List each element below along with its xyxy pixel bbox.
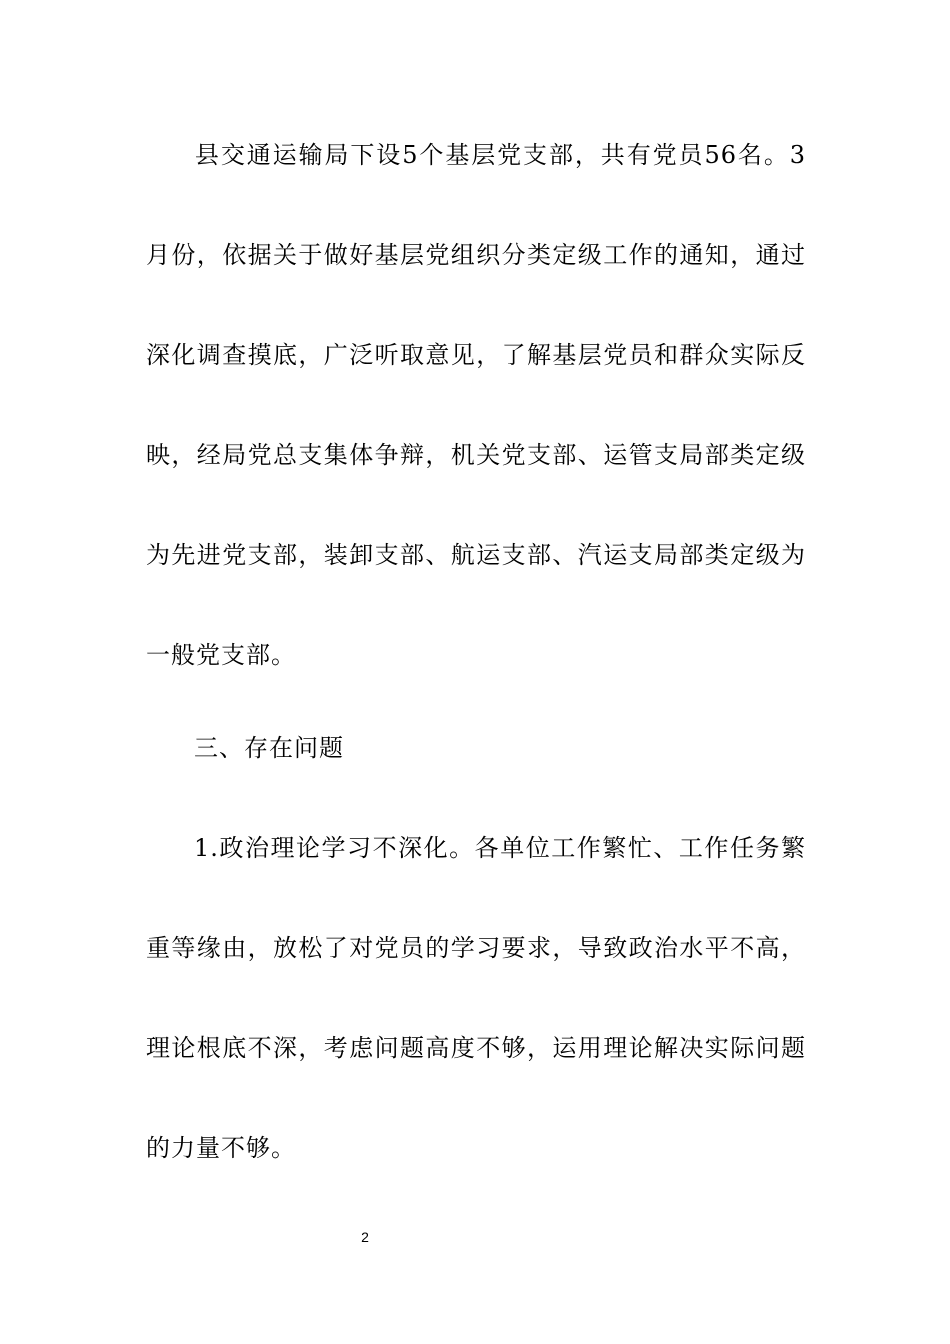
section-heading-text: 三、存在问题 bbox=[194, 734, 344, 762]
page-number: 2 bbox=[361, 1229, 369, 1245]
paragraph-text: 1.政治理论学习不深化。各单位工作繁忙、工作任务繁重等缘由，放松了对党员的学习要求，导致政治水平不高，理论根底不深，考虑问题高度不够，运用理论解决实际问题的力量不够。 bbox=[146, 834, 806, 1162]
paragraph-problem-1 bbox=[146, 798, 806, 1198]
paragraph-text: 县交通运输局下设5个基层党支部，共有党员56名。3月份，依据关于做好基层党组织分类定级工作的通知，通过深化调查摸底，广泛听取意见，了解基层党员和群众实际反映，经局党总支集体争辩，机关党支部、运管支局部类定级为先进党支部，装卸支部、航运支部、汽运支局部类定级为一般党支部。 bbox=[146, 141, 806, 669]
section-heading bbox=[146, 698, 806, 798]
paragraph-branch-classification bbox=[146, 105, 806, 705]
